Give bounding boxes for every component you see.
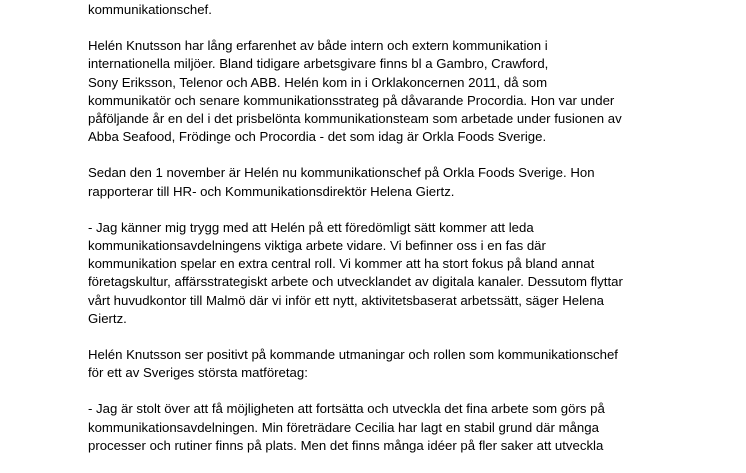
- text-line: företagskultur, affärsstrategiskt arbete och utvecklandet av digitala kanaler. Dessutom flyttar: [88, 274, 623, 290]
- text-line: kommunikationschef.: [88, 2, 212, 17]
- text-line: Sony Eriksson, Telenor och ABB. Helén kom in i Orklakoncernen 2011, då som: [88, 74, 548, 90]
- document-body: [88, 1, 688, 473]
- paragraph-title-end: [88, 1, 688, 19]
- paragraph-appointment: [88, 164, 688, 200]
- paragraph-outlook: [88, 346, 688, 382]
- text-line: internationella miljöer. Bland tidigare arbetsgivare finns bl a Gambro, Crawford,: [88, 56, 549, 72]
- text-line: - Jag känner mig trygg med att Helén på ett föredömligt sätt kommer att leda: [88, 219, 534, 235]
- text-line: Giertz.: [88, 310, 127, 326]
- text-line: kommunikatör och senare kommunikationsstrateg på dåvarande Procordia. Hon var under: [88, 92, 615, 108]
- text-line: processer och rutiner finns på plats. Men det finns många idéer på fler saker att utveckla: [88, 437, 604, 453]
- text-line: Helén Knutsson ser positivt på kommande utmaningar och rollen som kommunikationschef: [88, 347, 618, 363]
- text-line: påföljande år en del i det prisbelönta kommunikationsteam som arbetade under fusionen av: [88, 111, 622, 127]
- paragraph-background: [88, 37, 688, 146]
- text-line: rapporterar till HR- och Kommunikationsdirektör Helena Giertz.: [88, 183, 455, 199]
- text-line: - Jag är stolt över att få möjligheten att fortsätta och utveckla det fina arbete som görs på: [88, 401, 605, 417]
- text-line: vårt huvudkontor till Malmö där vi inför ett nytt, aktivitetsbaserat arbetssätt, säger Helena: [88, 292, 605, 308]
- text-line: kommunikationsavdelningens viktiga arbete vidare. Vi befinner oss i en fas där: [88, 238, 546, 254]
- paragraph-quote-giertz: [88, 219, 688, 328]
- text-line: kommunikationsavdelningen. Min företrädare Cecilia har lagt en stabil grund där många: [88, 419, 599, 435]
- text-line: Abba Seafood, Frödinge och Procordia - det som idag är Orkla Foods Sverige.: [88, 129, 547, 145]
- text-line: Helén Knutsson har lång erfarenhet av både intern och extern kommunikation i: [88, 38, 548, 54]
- paragraph-quote-knutsson: [88, 400, 688, 455]
- text-line: kommunikation spelar en extra central roll. Vi kommer att ha stort fokus på bland annat: [88, 256, 595, 272]
- text-line: för ett av Sveriges största matföretag:: [88, 365, 308, 381]
- text-line: Sedan den 1 november är Helén nu kommunikationschef på Orkla Foods Sverige. Hon: [88, 165, 595, 181]
